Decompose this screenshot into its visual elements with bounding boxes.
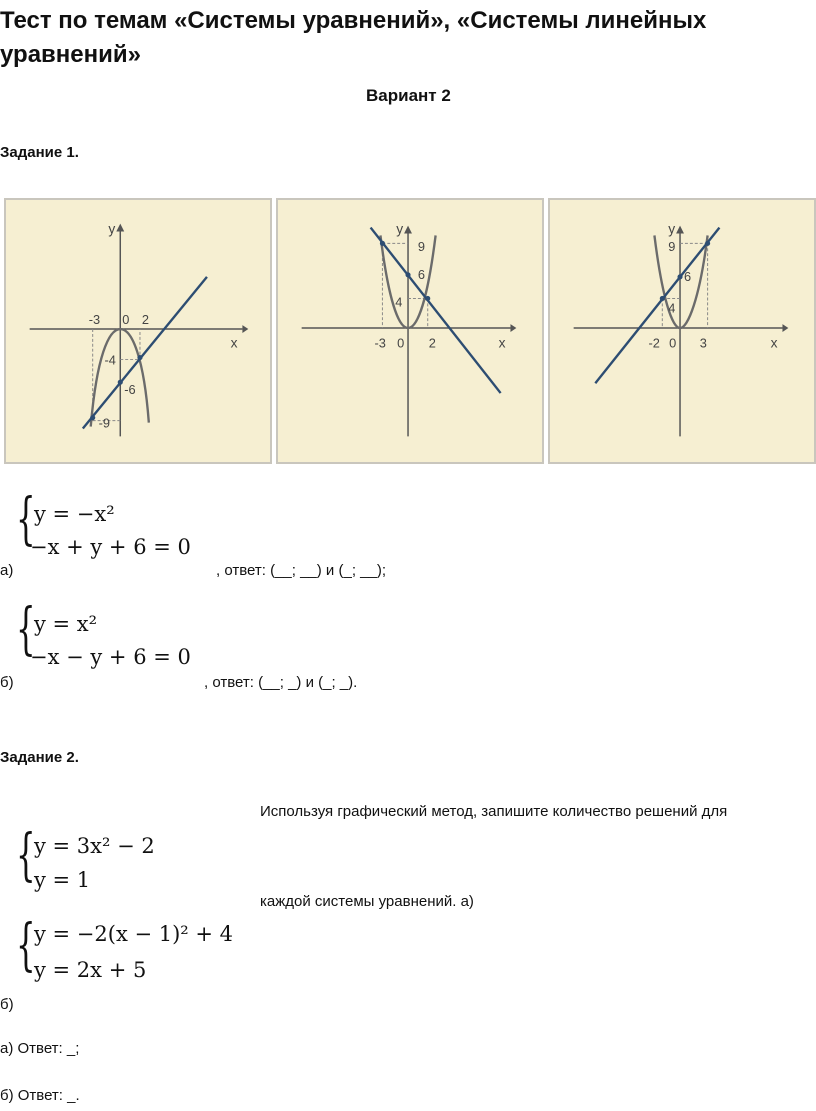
tick-label: -2	[648, 335, 660, 351]
graph-2	[276, 198, 544, 464]
task1-a-answer: , ответ: (__; __) и (_; __);	[216, 562, 386, 579]
tick-label: -4	[104, 352, 116, 368]
tick-label: 4	[395, 294, 403, 310]
tick-label: 2	[141, 312, 150, 328]
task1-b-label: б)	[0, 674, 14, 691]
tick-label: 0	[669, 335, 677, 351]
y-axis-arrow	[676, 226, 684, 234]
point	[677, 274, 682, 279]
x-axis-label: x	[770, 335, 778, 351]
y-axis-label: y	[396, 221, 404, 237]
variant-heading: Вариант 2	[366, 86, 451, 105]
equation: −x + y + 6 = 0	[30, 535, 191, 559]
task2-b-label: б)	[0, 996, 14, 1013]
tick-label: 0	[122, 312, 130, 328]
point	[405, 272, 410, 277]
task1-a-label: а)	[0, 562, 14, 579]
x-axis-arrow	[510, 324, 516, 332]
point	[380, 241, 385, 246]
x-axis-label: x	[230, 335, 238, 351]
graph-3-svg	[550, 200, 814, 462]
equation: y = 3x² − 2	[34, 834, 155, 858]
tick-label: 6	[417, 266, 426, 282]
tick-label: -3	[88, 312, 101, 328]
tick-label: -6	[124, 382, 136, 398]
point	[90, 415, 95, 420]
y-axis-arrow	[116, 224, 124, 232]
task2-heading: Задание 2.	[0, 749, 79, 766]
point	[425, 296, 430, 301]
x-axis-arrow	[782, 324, 788, 332]
tick-label: -3	[374, 335, 386, 351]
task1-b-answer: , ответ: (__; _) и (_; _).	[204, 674, 358, 691]
x-axis-arrow	[242, 325, 248, 333]
graph-2-svg	[278, 200, 542, 462]
system-brace: {	[16, 597, 36, 662]
system-brace: {	[16, 487, 36, 552]
equation: y = −x²	[34, 502, 115, 526]
tick-label: 4	[668, 300, 676, 316]
y-axis-label: y	[108, 221, 116, 237]
tick-label: 9	[668, 239, 676, 255]
point	[660, 296, 665, 301]
task2-answer-b: б) Ответ: _.	[0, 1087, 80, 1104]
task2-answer-a: а) Ответ: _;	[0, 1040, 80, 1057]
system-brace: {	[16, 823, 36, 888]
equation: y = −2(x − 1)² + 4	[34, 922, 234, 946]
tick-label: -9	[98, 415, 110, 431]
point	[137, 355, 142, 360]
line	[371, 228, 501, 393]
tick-label: 6	[683, 268, 692, 284]
tick-label: 3	[699, 335, 707, 351]
task2-instruction-1: Используя графический метод, запишите количество решений для	[260, 803, 728, 820]
line	[83, 277, 207, 429]
dash-guides	[662, 243, 707, 328]
task1-heading: Задание 1.	[0, 144, 79, 161]
task2-instruction-2: каждой системы уравнений. а)	[260, 893, 474, 910]
point	[118, 380, 123, 385]
tick-label: 9	[417, 239, 426, 255]
tick-label: 0	[397, 335, 405, 351]
equation: y = x²	[34, 612, 98, 636]
y-axis-label: y	[668, 221, 676, 237]
tick-label: 2	[428, 335, 436, 351]
system-brace: {	[16, 913, 36, 978]
page-title: Тест по темам «Системы уравнений», «Системы линейных уравнений»	[0, 7, 707, 68]
graph-3	[548, 198, 816, 464]
equation: y = 2x + 5	[34, 958, 147, 982]
x-axis-label: x	[498, 335, 506, 351]
graph-1-svg	[6, 200, 270, 462]
graph-1	[4, 198, 272, 464]
y-axis-arrow	[404, 226, 412, 234]
equation: −x − y + 6 = 0	[30, 645, 191, 669]
equation: y = 1	[34, 868, 91, 892]
point	[705, 241, 710, 246]
